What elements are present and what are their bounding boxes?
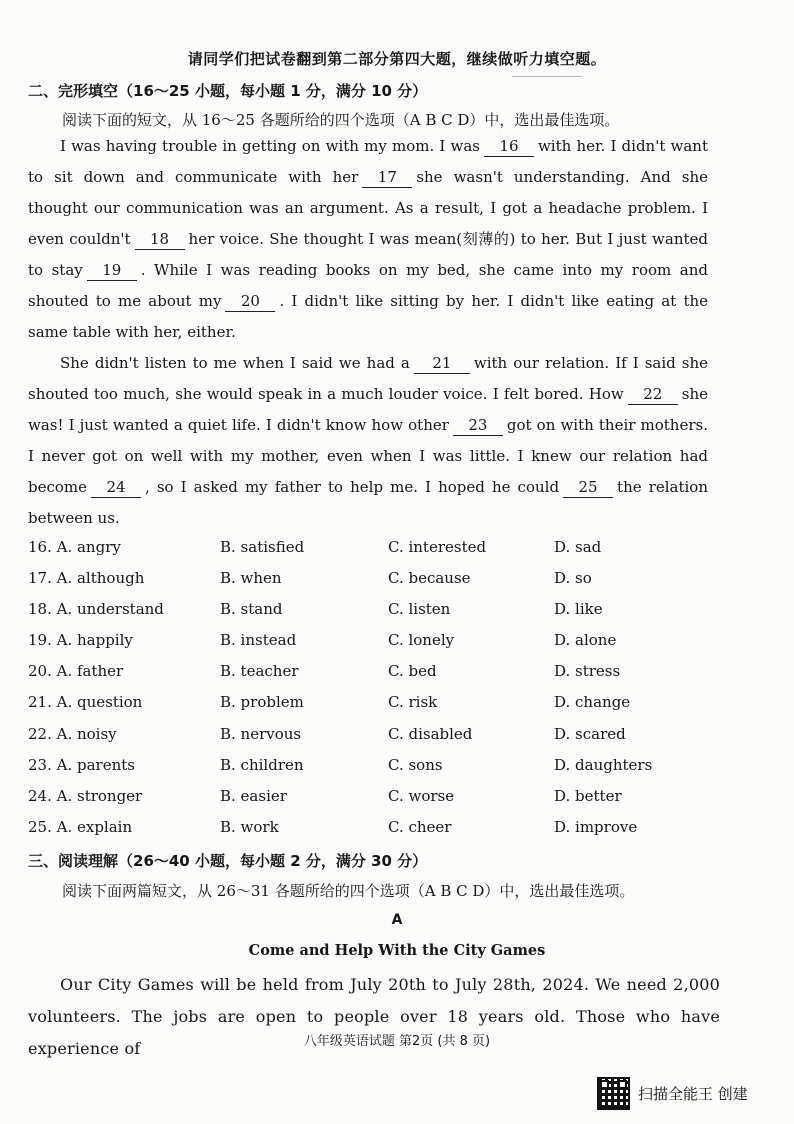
option-c[interactable]: C. bed (388, 662, 437, 681)
option-d[interactable]: D. scared (554, 724, 626, 743)
option-a[interactable]: 20. A. father (28, 662, 124, 681)
p1-text: . I didn't like sitting by her. I didn't like eating at the same table with her, either. (28, 292, 709, 341)
option-d[interactable]: D. daughters (554, 755, 653, 774)
blank-16[interactable]: 16 (484, 136, 534, 157)
option-a[interactable]: 21. A. question (28, 693, 143, 712)
option-row-24 (28, 784, 728, 815)
blank-25[interactable]: 25 (563, 477, 613, 498)
option-a[interactable]: 24. A. stronger (28, 786, 143, 805)
blank-18[interactable]: 18 (135, 229, 185, 250)
cloze-paragraph-2 (28, 348, 708, 534)
option-d[interactable]: D. alone (554, 631, 617, 650)
reading-section-heading: 三、阅读理解（26～40 小题，每小题 2 分，满分 30 分） (28, 852, 428, 870)
p1-text: her voice. She thought I was mean(刻薄的) to her. But I just wanted to stay (28, 230, 708, 279)
p2-text: She didn't listen to me when I said we had a (60, 354, 410, 372)
option-c[interactable]: C. disabled (388, 724, 473, 743)
cloze-instruction: 阅读下面的短文，从 16～25 各题所给的四个选项（A B C D）中，选出最佳选项。 (62, 111, 620, 129)
scanner-watermark: 扫描全能王 创建 (638, 1085, 748, 1103)
option-c[interactable]: C. risk (388, 693, 438, 712)
blank-22[interactable]: 22 (628, 384, 678, 405)
option-d[interactable]: D. better (554, 786, 622, 805)
option-row-20 (28, 659, 728, 690)
option-b[interactable]: B. problem (220, 693, 304, 712)
option-c[interactable]: C. lonely (388, 631, 455, 650)
blank-20[interactable]: 20 (225, 291, 275, 312)
cloze-paragraph-1 (28, 131, 708, 348)
option-row-19 (28, 628, 728, 659)
option-b[interactable]: B. stand (220, 600, 283, 619)
passage-a-text: Our City Games will be held from July 20th to July 28th, 2024. We need 2,000 volunteers. The jobs are open to people over 18 years old. Those who have experience of (28, 975, 720, 1058)
cloze-section-heading: 二、完形填空（16～25 小题，每小题 1 分，满分 10 分） (28, 82, 428, 100)
option-b[interactable]: B. children (220, 755, 304, 774)
option-row-22 (28, 722, 728, 753)
blank-23[interactable]: 23 (453, 415, 503, 436)
option-c[interactable]: C. because (388, 569, 471, 588)
p2-text: she was! I just wanted a quiet life. I didn't know how other (28, 385, 708, 434)
blank-17[interactable]: 17 (362, 167, 412, 188)
option-row-25 (28, 815, 728, 846)
p2-text: , so I asked my father to help me. I hoped he could (145, 478, 560, 496)
option-c[interactable]: C. cheer (388, 817, 452, 836)
option-d[interactable]: D. stress (554, 662, 621, 681)
p1-text: with her. I didn't want to sit down and communicate with her (28, 137, 708, 186)
passage-title: Come and Help With the City Games (248, 942, 546, 959)
option-c[interactable]: C. worse (388, 786, 455, 805)
reading-instruction: 阅读下面两篇短文，从 26～31 各题所给的四个选项（A B C D）中，选出最佳选项。 (62, 882, 635, 900)
option-a[interactable]: 16. A. angry (28, 538, 121, 556)
p2-text: the relation between us. (28, 478, 708, 527)
option-b[interactable]: B. easier (220, 786, 287, 805)
cloze-options (28, 535, 728, 846)
option-a[interactable]: 25. A. explain (28, 817, 133, 836)
qr-code-icon (597, 1077, 630, 1110)
option-d[interactable]: D. change (554, 693, 631, 712)
p1-text: I was having trouble in getting on with my mom. I was (60, 137, 480, 155)
option-c[interactable]: C. sons (388, 755, 443, 774)
option-a[interactable]: 17. A. although (28, 569, 145, 588)
option-a[interactable]: 19. A. happily (28, 631, 133, 650)
option-row-23 (28, 753, 728, 784)
option-row-18 (28, 597, 728, 628)
option-d[interactable]: D. so (554, 569, 592, 588)
option-b[interactable]: B. work (220, 817, 279, 836)
passage-label: A (391, 912, 403, 928)
faint-rule (512, 76, 582, 77)
option-a[interactable]: 23. A. parents (28, 755, 135, 774)
turn-page-notice: 请同学们把试卷翻到第二部分第四大题，继续做听力填空题。 (187, 50, 607, 68)
option-d[interactable]: D. like (554, 600, 603, 619)
option-a[interactable]: 22. A. noisy (28, 724, 117, 743)
option-b[interactable]: B. satisfied (220, 538, 305, 556)
page-footer: 八年级英语试题 第2页 (共 8 页) (303, 1034, 491, 1049)
p1-text: she wasn't understanding. And she thought our communication was an argument. As a result, I got a headache problem. I even couldn't (28, 168, 708, 248)
option-d[interactable]: D. improve (554, 817, 638, 836)
option-b[interactable]: B. instead (220, 631, 297, 650)
option-b[interactable]: B. nervous (220, 724, 302, 743)
p1-text: . While I was reading books on my bed, she came into my room and shouted to me about my (28, 261, 708, 310)
option-a[interactable]: 18. A. understand (28, 600, 164, 619)
option-row-17 (28, 566, 728, 597)
p2-text: with our relation. If I said she shouted too much, she would speak in a much louder voice. I felt bored. How (28, 354, 708, 403)
option-c[interactable]: C. interested (388, 538, 487, 556)
option-b[interactable]: B. teacher (220, 662, 299, 681)
blank-24[interactable]: 24 (91, 477, 141, 498)
blank-19[interactable]: 19 (87, 260, 137, 281)
option-c[interactable]: C. listen (388, 600, 451, 619)
p2-text: got on with their mothers. I never got on well with my mother, even when I was little. I knew our relation had become (28, 416, 708, 496)
blank-21[interactable]: 21 (414, 353, 470, 374)
option-row-21 (28, 690, 728, 721)
option-b[interactable]: B. when (220, 569, 282, 588)
option-row-16 (28, 535, 728, 566)
option-d[interactable]: D. sad (554, 538, 602, 556)
